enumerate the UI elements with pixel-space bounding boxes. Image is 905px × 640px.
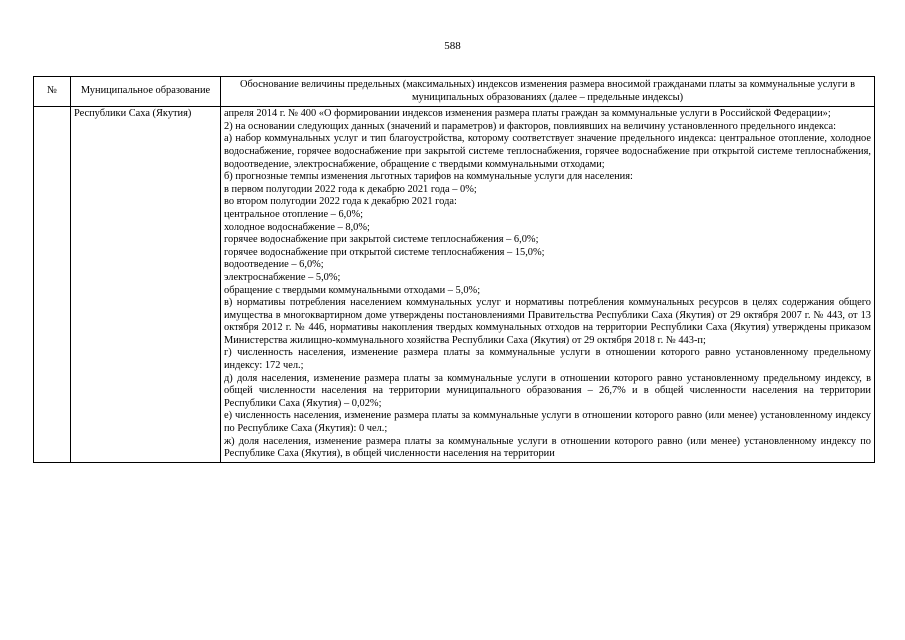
- paragraph: горячее водоснабжение при закрытой системе теплоснабжения – 6,0%;: [224, 234, 539, 246]
- row-justification: [221, 107, 875, 463]
- row-municipality: Республики Саха (Якутия): [71, 107, 221, 463]
- paragraph: е) численность населения, изменение размера платы за коммунальные услуги в отношении которого равно (или менее) установленному индексу по Республике Саха (Якутия): 0 чел.;: [224, 410, 871, 435]
- row-number: [34, 107, 71, 463]
- paragraph: в первом полугодии 2022 года к декабрю 2021 года – 0%;: [224, 183, 477, 195]
- paragraph: д) доля населения, изменение размера платы за коммунальные услуги в отношении которого равно установленному предельному индексу, в общей численности населения на территории муниципального образования – 26,7% и в общей численности населения на территории Республики Саха (Якутия) – 0,02%;: [224, 372, 871, 409]
- paragraph: в) нормативы потребления населением коммунальных услуг и нормативы потребления коммунальных ресурсов в целях содержания общего имущества в многоквартирном доме утверждены постановлениями Правительства Республики Саха (Якутия) от 29 октября 2007 г. № 443, от 13 октября 2012 г. № 446, нормативы накопления твердых коммунальных отходов на территории Республики Саха (Якутия) утверждены приказом Министерства жилищно-коммунального хозяйства Республики Саха (Якутия) от 29 октября 2018 г. № 443-п;: [224, 297, 871, 346]
- indices-table: [33, 76, 875, 463]
- paragraph: холодное водоснабжение – 8,0%;: [224, 221, 370, 233]
- paragraph: ж) доля населения, изменение размера платы за коммунальные услуги в отношении которого равно (или менее) установленному индексу по Республике Саха (Якутия), в общей численности населения на территории: [224, 435, 871, 460]
- table-row: [34, 107, 875, 463]
- paragraph: 2) на основании следующих данных (значений и параметров) и факторов, повлиявших на величину установленного предельного индекса:: [224, 120, 837, 132]
- paragraph: г) численность населения, изменение размера платы за коммунальные услуги в отношении которого равно установленному предельному индексу: 172 чел.;: [224, 347, 871, 372]
- paragraph: водоотведение – 6,0%;: [224, 259, 324, 271]
- paragraph: электроснабжение – 5,0%;: [224, 271, 341, 283]
- page-number: 588: [444, 40, 461, 52]
- header-justification: Обоснование величины предельных (максимальных) индексов изменения размера вносимой гражданами платы за коммунальные услуги в муниципальных образованиях (далее – предельные индексы): [221, 77, 875, 107]
- paragraph: во втором полугодии 2022 года к декабрю 2021 года:: [224, 196, 457, 208]
- table-header-row: [34, 77, 875, 107]
- paragraph: апреля 2014 г. № 400 «О формировании индексов изменения размера платы граждан за коммунальные услуги в Российской Федерации»;: [224, 108, 831, 120]
- header-number: №: [34, 77, 71, 107]
- paragraph: обращение с твердыми коммунальными отходами – 5,0%;: [224, 284, 481, 296]
- paragraph: б) прогнозные темпы изменения льготных тарифов на коммунальные услуги для населения:: [224, 171, 633, 183]
- paragraph: горячее водоснабжение при открытой системе теплоснабжения – 15,0%;: [224, 246, 545, 258]
- paragraph: центральное отопление – 6,0%;: [224, 208, 363, 220]
- paragraph: а) набор коммунальных услуг и тип благоустройства, которому соответствует значение предельного индекса: центральное отопление, холодное водоснабжение, горячее водоснабжение при закрытой системе теплоснабжения, горячее водоснабжение при открытой системе теплоснабжения, водоотведение, электроснабжение, обращение с твердыми коммунальными отходами;: [224, 133, 871, 170]
- header-municipality: Муниципальное образование: [71, 77, 221, 107]
